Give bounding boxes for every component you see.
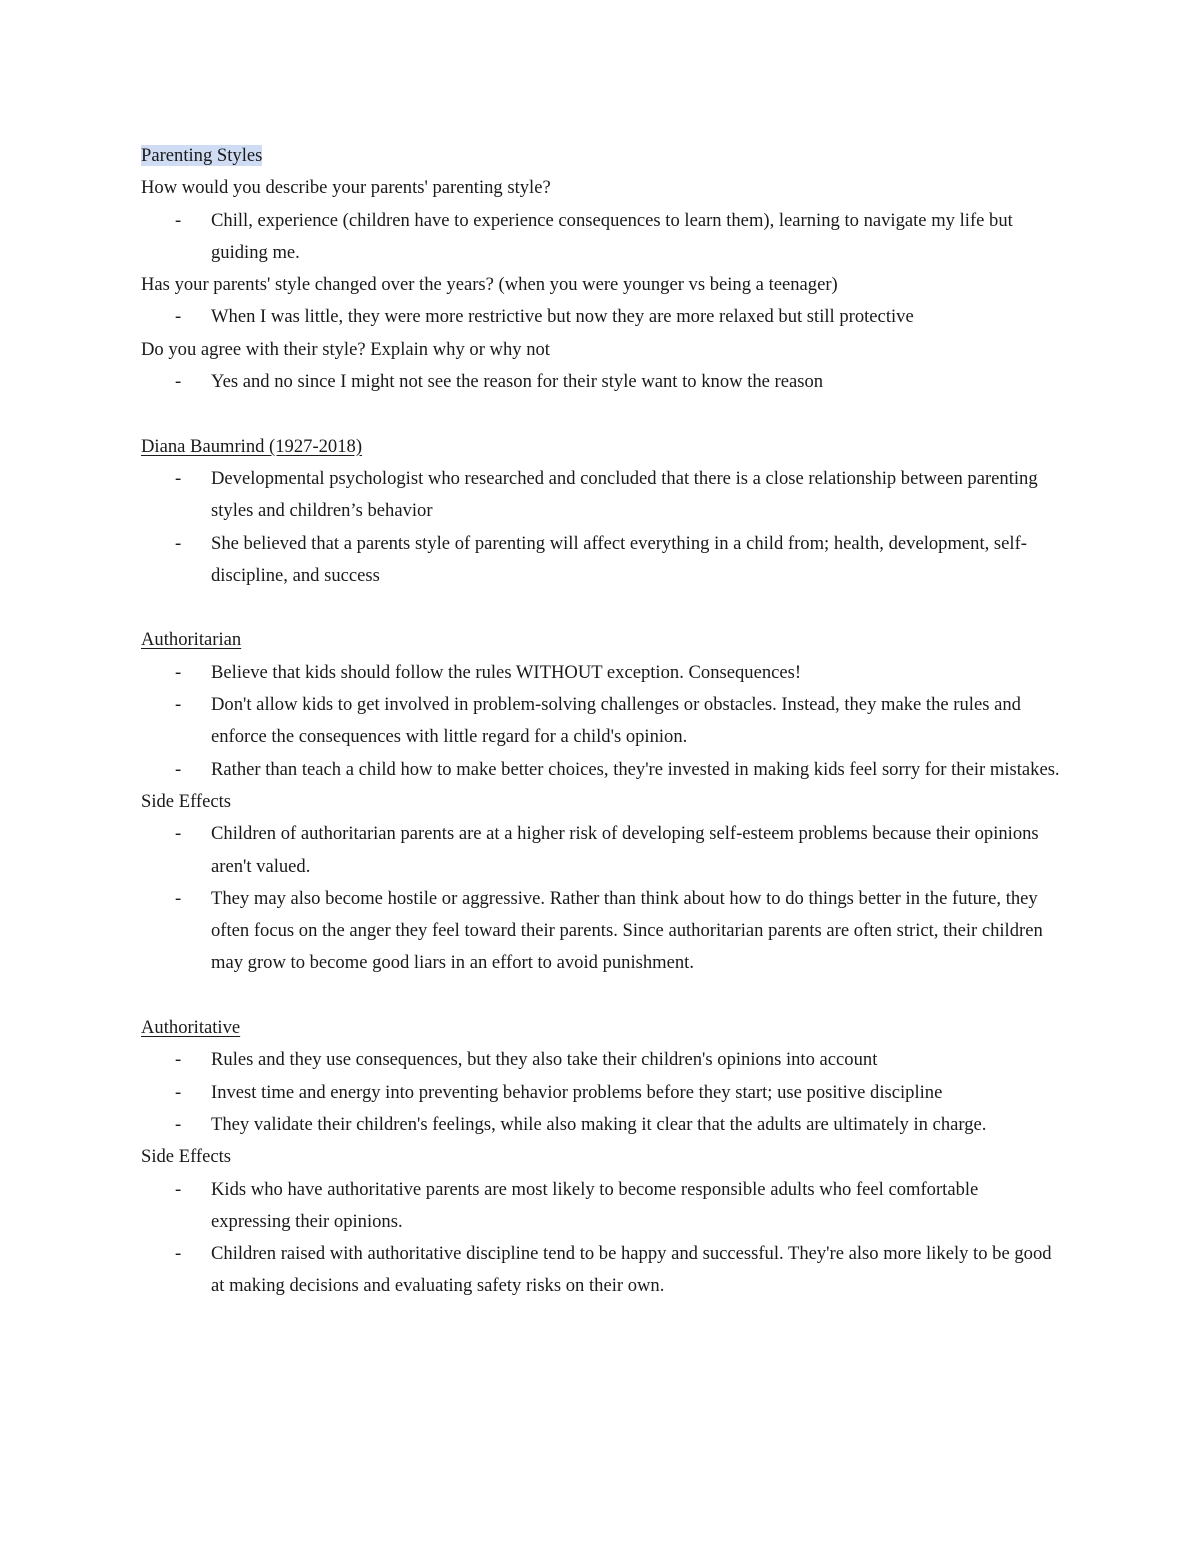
dash-bullet: -: [175, 1113, 182, 1135]
list-item: - Invest time and energy into preventing behavior problems before they start; use positive discipline: [141, 1077, 1061, 1109]
question-1: How would you describe your parents' parenting style?: [141, 177, 551, 199]
dash-bullet: -: [175, 758, 182, 780]
question-3: Do you agree with their style? Explain why or why not: [141, 338, 550, 360]
dash-bullet: -: [175, 467, 182, 489]
list-item: - Don't allow kids to get involved in problem-solving challenges or obstacles. Instead, they make the rules and enforce the consequences with little regard for a child's opinion.: [141, 689, 1061, 754]
dash-bullet: -: [175, 661, 182, 683]
authoritative-heading: Authoritative: [141, 1017, 241, 1039]
authoritarian-list: [141, 657, 1061, 786]
question-2: Has your parents' style changed over the years? (when you were younger vs being a teenager): [141, 274, 838, 296]
answer-2: - When I was little, they were more restrictive but now they are more relaxed but still protective: [141, 301, 1061, 333]
authoritarian-side-effects-list: [141, 818, 1061, 979]
authoritative-side-effects-list: [141, 1174, 1061, 1303]
document-title[interactable]: [141, 140, 1061, 172]
list-item: - Kids who have authoritative parents are most likely to become responsible adults who feel comfortable expressing their opinions.: [141, 1174, 1061, 1239]
answer-1-list: [141, 205, 1061, 270]
baumrind-list: [141, 463, 1061, 592]
list-item: - Developmental psychologist who researched and concluded that there is a close relationship between parenting styles and children’s behavior: [141, 463, 1061, 528]
dash-bullet: -: [175, 306, 182, 328]
dash-bullet: -: [175, 1049, 182, 1071]
dash-bullet: -: [175, 371, 182, 393]
dash-bullet: -: [175, 1178, 182, 1200]
authoritative-list: [141, 1044, 1061, 1141]
blank-line: [141, 592, 1061, 624]
answer-3: - Yes and no since I might not see the reason for their style want to know the reason: [141, 366, 1061, 398]
dash-bullet: -: [175, 887, 182, 909]
list-item: - Believe that kids should follow the rules WITHOUT exception. Consequences!: [141, 657, 1061, 689]
dash-bullet: -: [175, 532, 182, 554]
list-item: - Rules and they use consequences, but they also take their children's opinions into account: [141, 1044, 1061, 1076]
document-body: [141, 140, 1061, 1303]
blank-line: [141, 980, 1061, 1012]
blank-line: [141, 398, 1061, 430]
authoritarian-side-effects-label: Side Effects: [141, 790, 232, 812]
authoritative-side-effects-label: Side Effects: [141, 1146, 232, 1168]
list-item: - She believed that a parents style of parenting will affect everything in a child from; health, development, self-discipline, and success: [141, 528, 1061, 593]
list-item: - Children of authoritarian parents are at a higher risk of developing self-esteem problems because their opinions aren't valued.: [141, 818, 1061, 883]
dash-bullet: -: [175, 209, 182, 231]
selected-title-text[interactable]: Parenting Styles: [141, 145, 263, 166]
list-item: - Rather than teach a child how to make better choices, they're invested in making kids feel sorry for their mistakes.: [141, 754, 1061, 786]
answer-2-list: [141, 301, 1061, 333]
answer-3-list: [141, 366, 1061, 398]
answer-1: - Chill, experience (children have to experience consequences to learn them), learning to navigate my life but guiding me.: [141, 205, 1061, 270]
baumrind-heading: Diana Baumrind (1927-2018): [141, 435, 363, 457]
list-item: - They may also become hostile or aggressive. Rather than think about how to do things better in the future, they often focus on the anger they feel toward their parents. Since authoritarian parents are often strict, their children may grow to become good liars in an effort to avoid punishment.: [141, 883, 1061, 980]
authoritarian-heading: Authoritarian: [141, 629, 242, 651]
dash-bullet: -: [175, 694, 182, 716]
dash-bullet: -: [175, 823, 182, 845]
list-item: - They validate their children's feelings, while also making it clear that the adults are ultimately in charge.: [141, 1109, 1061, 1141]
dash-bullet: -: [175, 1243, 182, 1265]
dash-bullet: -: [175, 1081, 182, 1103]
list-item: - Children raised with authoritative discipline tend to be happy and successful. They're also more likely to be good at making decisions and evaluating safety risks on their own.: [141, 1238, 1061, 1303]
